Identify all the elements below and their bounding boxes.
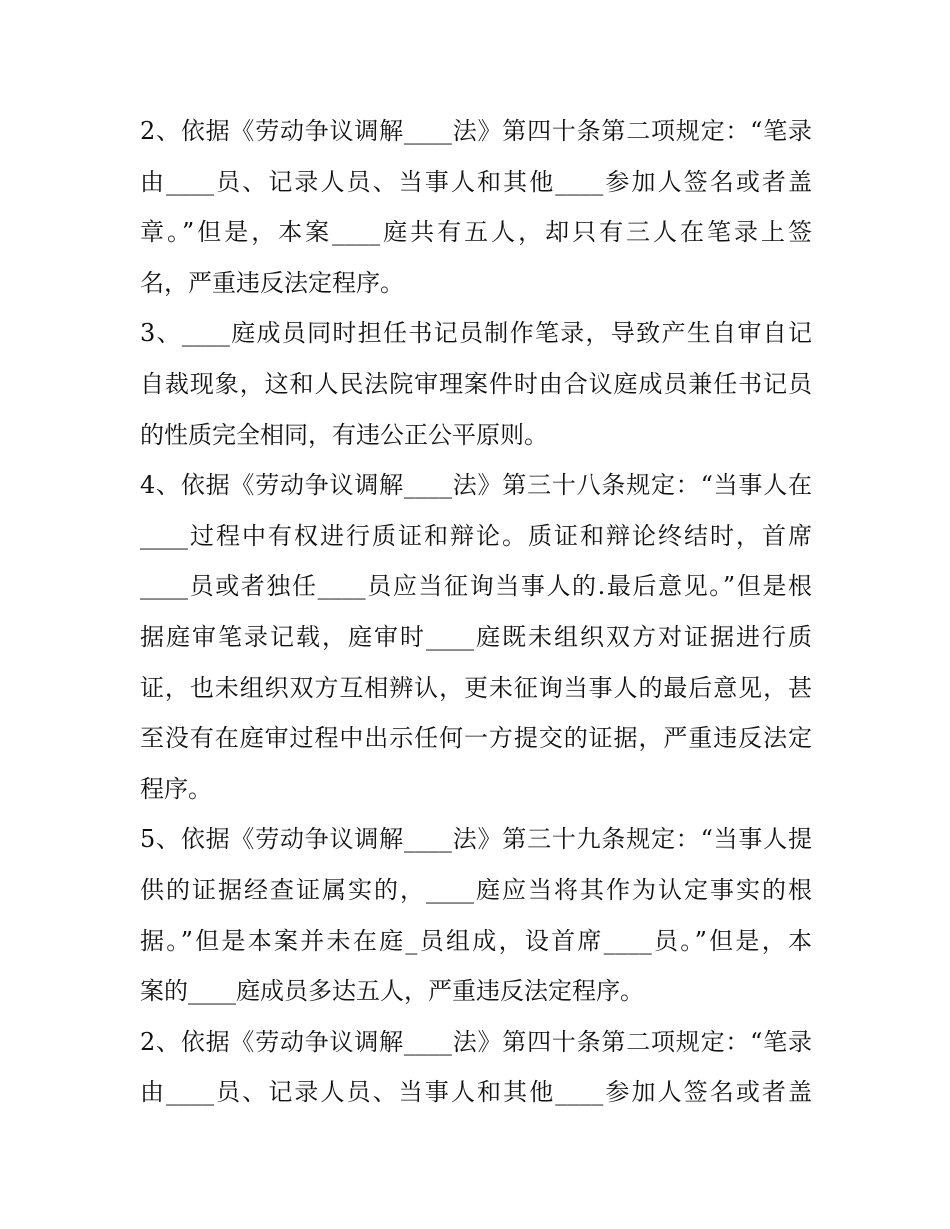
document-body — [140, 106, 812, 1118]
text-line: 案的____庭成员多达五人，严重违反法定程序。 — [140, 977, 644, 1006]
text-line: 2、依据《劳动争议调解____法》第四十条第二项规定：“笔录 — [140, 1027, 812, 1056]
text-line: 据庭审笔录记载，庭审时____庭既未组织双方对证据进行质 — [140, 622, 812, 651]
text-line: 名，严重违反法定程序。 — [140, 268, 404, 297]
text-line: 据。”但是本案并未在庭_员组成，设首席____员。”但是，本 — [140, 926, 812, 955]
text-line: 自裁现象，这和人民法院审理案件时由合议庭成员兼任书记员 — [140, 369, 812, 398]
text-line: 3、____庭成员同时担任书记员制作笔录，导致产生自审自记 — [140, 319, 812, 348]
text-line: 由____员、记录人员、当事人和其他____参加人签名或者盖 — [140, 167, 812, 196]
text-line: 5、依据《劳动争议调解____法》第三十九条规定：“当事人提 — [140, 825, 812, 854]
text-line: ____员或者独任____员应当征询当事人的.最后意见。”但是根 — [140, 572, 812, 601]
text-line: 4、依据《劳动争议调解____法》第三十八条规定：“当事人在 — [140, 471, 812, 500]
text-line: 2、依据《劳动争议调解____法》第四十条第二项规定：“笔录 — [140, 117, 812, 145]
text-line: 的性质完全相同，有违公正公平原则。 — [140, 420, 548, 449]
text-line: 章。”但是，本案____庭共有五人，却只有三人在笔录上签 — [140, 218, 812, 247]
text-line: 至没有在庭审过程中出示任何一方提交的证据，严重违反法定 — [140, 724, 812, 753]
text-line: ____过程中有权进行质证和辩论。质证和辩论终结时，首席 — [140, 521, 812, 550]
text-line: 证，也未组织双方互相辨认，更未征询当事人的最后意见，甚 — [140, 673, 812, 702]
text-line: 供的证据经查证属实的，____庭应当将其作为认定事实的根 — [140, 875, 812, 904]
text-line: 程序。 — [140, 774, 212, 803]
text-line: 由____员、记录人员、当事人和其他____参加人签名或者盖 — [140, 1078, 812, 1107]
